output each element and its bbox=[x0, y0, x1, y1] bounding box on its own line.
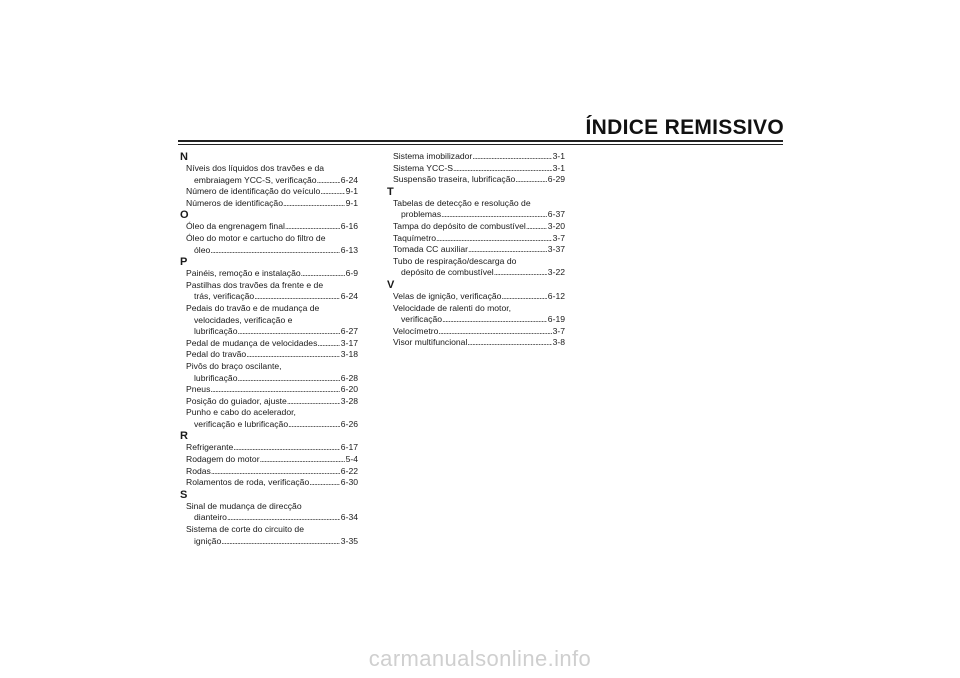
index-entry-text: Número de identificação do veículo bbox=[186, 186, 321, 197]
index-entry-page: 3-28 bbox=[340, 395, 358, 406]
dot-leader bbox=[320, 186, 344, 198]
index-entry-text: Refrigerante bbox=[186, 442, 234, 453]
index-entry-text: Tubo de respiração/descarga do bbox=[393, 255, 517, 266]
index-entry bbox=[385, 303, 565, 326]
index-entry-page: 3-22 bbox=[547, 267, 565, 278]
index-entry bbox=[385, 151, 565, 163]
index-entry bbox=[178, 407, 358, 430]
dot-leader bbox=[233, 442, 340, 454]
dot-leader bbox=[467, 337, 551, 349]
index-entry bbox=[178, 221, 358, 233]
dot-leader bbox=[309, 477, 340, 489]
index-entry-page: 3-37 bbox=[547, 244, 565, 255]
index-entry-page: 6-29 bbox=[547, 174, 565, 185]
index-entry-text: verificação bbox=[401, 314, 443, 325]
index-entry bbox=[385, 337, 565, 349]
index-entry-text: lubrificação bbox=[194, 326, 238, 337]
index-entry-text: Posição do guiador, ajuste bbox=[186, 395, 287, 406]
dot-leader bbox=[501, 291, 546, 303]
index-column-left bbox=[178, 151, 358, 547]
index-entry-page: 6-12 bbox=[547, 290, 565, 301]
index-entry-page: 6-17 bbox=[340, 442, 358, 453]
index-entry-text: embraiagem YCC-S, verificação bbox=[194, 174, 317, 185]
index-entry-page: 6-9 bbox=[345, 268, 358, 279]
index-entry-text: Taquímetro bbox=[393, 232, 436, 243]
dot-leader bbox=[210, 245, 340, 257]
index-entry-page: 9-1 bbox=[345, 186, 358, 197]
dot-leader bbox=[237, 326, 339, 338]
index-entry-text: Pedais do travão e de mudança de bbox=[186, 302, 320, 313]
index-entry bbox=[178, 349, 358, 361]
dot-leader bbox=[254, 291, 340, 303]
index-entry-text: Sistema YCC-S bbox=[393, 162, 454, 173]
index-entry bbox=[178, 198, 358, 210]
index-entry-text: Velas de ignição, verificação bbox=[393, 290, 502, 301]
index-entry-text: trás, verificação bbox=[194, 291, 255, 302]
index-letter: V bbox=[387, 278, 395, 291]
index-entry-page: 6-20 bbox=[340, 384, 358, 395]
dot-leader bbox=[438, 326, 551, 338]
index-column-right bbox=[385, 151, 565, 349]
title-rule-thin bbox=[178, 144, 783, 145]
index-entry-text: velocidades, verificação e bbox=[194, 314, 293, 325]
index-entry-page: 3-1 bbox=[552, 162, 565, 173]
index-entry bbox=[385, 198, 565, 221]
index-entry bbox=[178, 361, 358, 384]
index-letter: S bbox=[180, 488, 188, 501]
index-entry-page: 6-13 bbox=[340, 244, 358, 255]
index-entry-text: Sinal de mudança de direcção bbox=[186, 500, 302, 511]
index-entry bbox=[385, 326, 565, 338]
index-entry bbox=[178, 466, 358, 478]
dot-leader bbox=[526, 221, 547, 233]
index-entry-text: Sistema de corte do circuito de bbox=[186, 524, 304, 535]
dot-leader bbox=[494, 267, 547, 279]
watermark: carmanualsonline.info bbox=[368, 646, 592, 671]
index-letter: O bbox=[180, 209, 189, 222]
index-entry bbox=[178, 442, 358, 454]
dot-leader bbox=[453, 163, 552, 175]
dot-leader bbox=[246, 349, 340, 361]
index-entry bbox=[178, 233, 358, 256]
index-entry bbox=[385, 244, 565, 256]
index-entry-page: 6-24 bbox=[340, 174, 358, 185]
index-entry-text: Óleo do motor e cartucho do filtro de bbox=[186, 232, 326, 243]
index-entry bbox=[178, 268, 358, 280]
index-entry-text: Rolamentos de roda, verificação bbox=[186, 477, 310, 488]
index-entry-page: 3-8 bbox=[552, 337, 565, 348]
page-title: ÍNDICE REMISSIVO bbox=[585, 116, 784, 139]
dot-leader bbox=[317, 338, 339, 350]
index-entry-text: Pastilhas dos travões da frente e de bbox=[186, 279, 324, 290]
dot-leader bbox=[436, 233, 552, 245]
index-entry-page: 3-17 bbox=[340, 337, 358, 348]
dot-leader bbox=[283, 198, 345, 210]
index-entry bbox=[385, 221, 565, 233]
index-entry-page: 6-26 bbox=[340, 418, 358, 429]
dot-leader bbox=[237, 373, 339, 385]
dot-leader bbox=[472, 151, 551, 163]
index-entry-text: verificação e lubrificação bbox=[194, 418, 289, 429]
index-entry-page: 3-7 bbox=[552, 325, 565, 336]
index-entry-text: ignição bbox=[194, 535, 222, 546]
index-entry-text: Pedal do travão bbox=[186, 349, 247, 360]
index-entry-text: Rodas bbox=[186, 465, 211, 476]
index-entry bbox=[178, 477, 358, 489]
index-entry bbox=[385, 163, 565, 175]
index-entry-text: depósito de combustível bbox=[401, 267, 494, 278]
index-entry bbox=[385, 174, 565, 186]
index-entry bbox=[178, 303, 358, 338]
index-entry-text: Níveis dos líquidos dos travões e da bbox=[186, 163, 325, 173]
index-entry-text: Pivôs do braço oscilante, bbox=[186, 360, 282, 371]
index-entry-text: Pedal de mudança de velocidades bbox=[186, 337, 318, 348]
index-entry-page: 6-30 bbox=[340, 477, 358, 488]
title-rule-thick bbox=[178, 140, 783, 142]
index-entry bbox=[178, 163, 358, 186]
dot-leader bbox=[468, 244, 547, 256]
index-entry-page: 3-35 bbox=[340, 535, 358, 546]
index-entry bbox=[178, 280, 358, 303]
index-entry bbox=[178, 524, 358, 547]
index-entry-page: 6-34 bbox=[340, 512, 358, 523]
index-entry-text: óleo bbox=[194, 244, 211, 255]
index-entry-text: Punho e cabo do acelerador, bbox=[186, 407, 296, 418]
dot-leader bbox=[317, 175, 340, 187]
index-entry bbox=[385, 291, 565, 303]
index-entry-text: Óleo da engrenagem final bbox=[186, 221, 285, 232]
index-letter: R bbox=[180, 430, 188, 443]
index-entry-page: 3-7 bbox=[552, 232, 565, 243]
index-entry-page: 6-28 bbox=[340, 372, 358, 383]
index-entry-text: Números de identificação bbox=[186, 197, 283, 208]
index-entry-page: 9-1 bbox=[345, 197, 358, 208]
index-entry-text: Tampa do depósito de combustível bbox=[393, 220, 526, 231]
index-entry-page: 6-22 bbox=[340, 465, 358, 476]
index-entry bbox=[178, 396, 358, 408]
index-entry-page: 5-4 bbox=[345, 454, 358, 465]
index-entry-text: Tabelas de detecção e resolução de bbox=[393, 197, 531, 208]
dot-leader bbox=[285, 221, 340, 233]
index-entry bbox=[178, 454, 358, 466]
index-entry-text: Visor multifuncional bbox=[393, 337, 468, 348]
index-entry bbox=[385, 256, 565, 279]
dot-leader bbox=[515, 174, 547, 186]
index-entry-page: 6-19 bbox=[547, 314, 565, 325]
index-entry bbox=[178, 501, 358, 524]
index-entry-text: Tomada CC auxiliar bbox=[393, 244, 468, 255]
index-entry-text: Pneus bbox=[186, 384, 211, 395]
index-entry-text: Velocidade de ralenti do motor, bbox=[393, 302, 512, 313]
dot-leader bbox=[287, 396, 340, 408]
dot-leader bbox=[211, 466, 340, 478]
index-entry-text: Painéis, remoção e instalação bbox=[186, 268, 301, 279]
index-entry-page: 6-16 bbox=[340, 221, 358, 232]
index-entry-text: Suspensão traseira, lubrificação bbox=[393, 174, 516, 185]
dot-leader bbox=[227, 512, 340, 524]
dot-leader bbox=[442, 314, 547, 326]
dot-leader bbox=[260, 454, 345, 466]
index-entry-page: 3-20 bbox=[547, 220, 565, 231]
dot-leader bbox=[288, 419, 340, 431]
dot-leader bbox=[210, 384, 339, 396]
dot-leader bbox=[301, 268, 345, 280]
index-entry-page: 6-27 bbox=[340, 326, 358, 337]
index-entry-page: 3-1 bbox=[552, 151, 565, 161]
index-entry-text: lubrificação bbox=[194, 372, 238, 383]
index-letter: T bbox=[387, 185, 394, 198]
index-entry bbox=[178, 338, 358, 350]
index-entry-text: Rodagem do motor bbox=[186, 454, 260, 465]
dot-leader bbox=[221, 536, 340, 548]
index-letter: P bbox=[180, 256, 188, 269]
index-entry-text: Sistema imobilizador bbox=[393, 151, 473, 161]
index-entry-page: 3-18 bbox=[340, 349, 358, 360]
index-entry-text: Velocímetro bbox=[393, 325, 439, 336]
index-entry-page: 6-24 bbox=[340, 291, 358, 302]
index-entry bbox=[385, 233, 565, 245]
dot-leader bbox=[441, 209, 547, 221]
index-entry-text: dianteiro bbox=[194, 512, 227, 523]
index-letter: N bbox=[180, 151, 188, 163]
index-entry bbox=[178, 186, 358, 198]
index-entry-page: 6-37 bbox=[547, 209, 565, 220]
index-entry-text: problemas bbox=[401, 209, 442, 220]
index-entry bbox=[178, 384, 358, 396]
